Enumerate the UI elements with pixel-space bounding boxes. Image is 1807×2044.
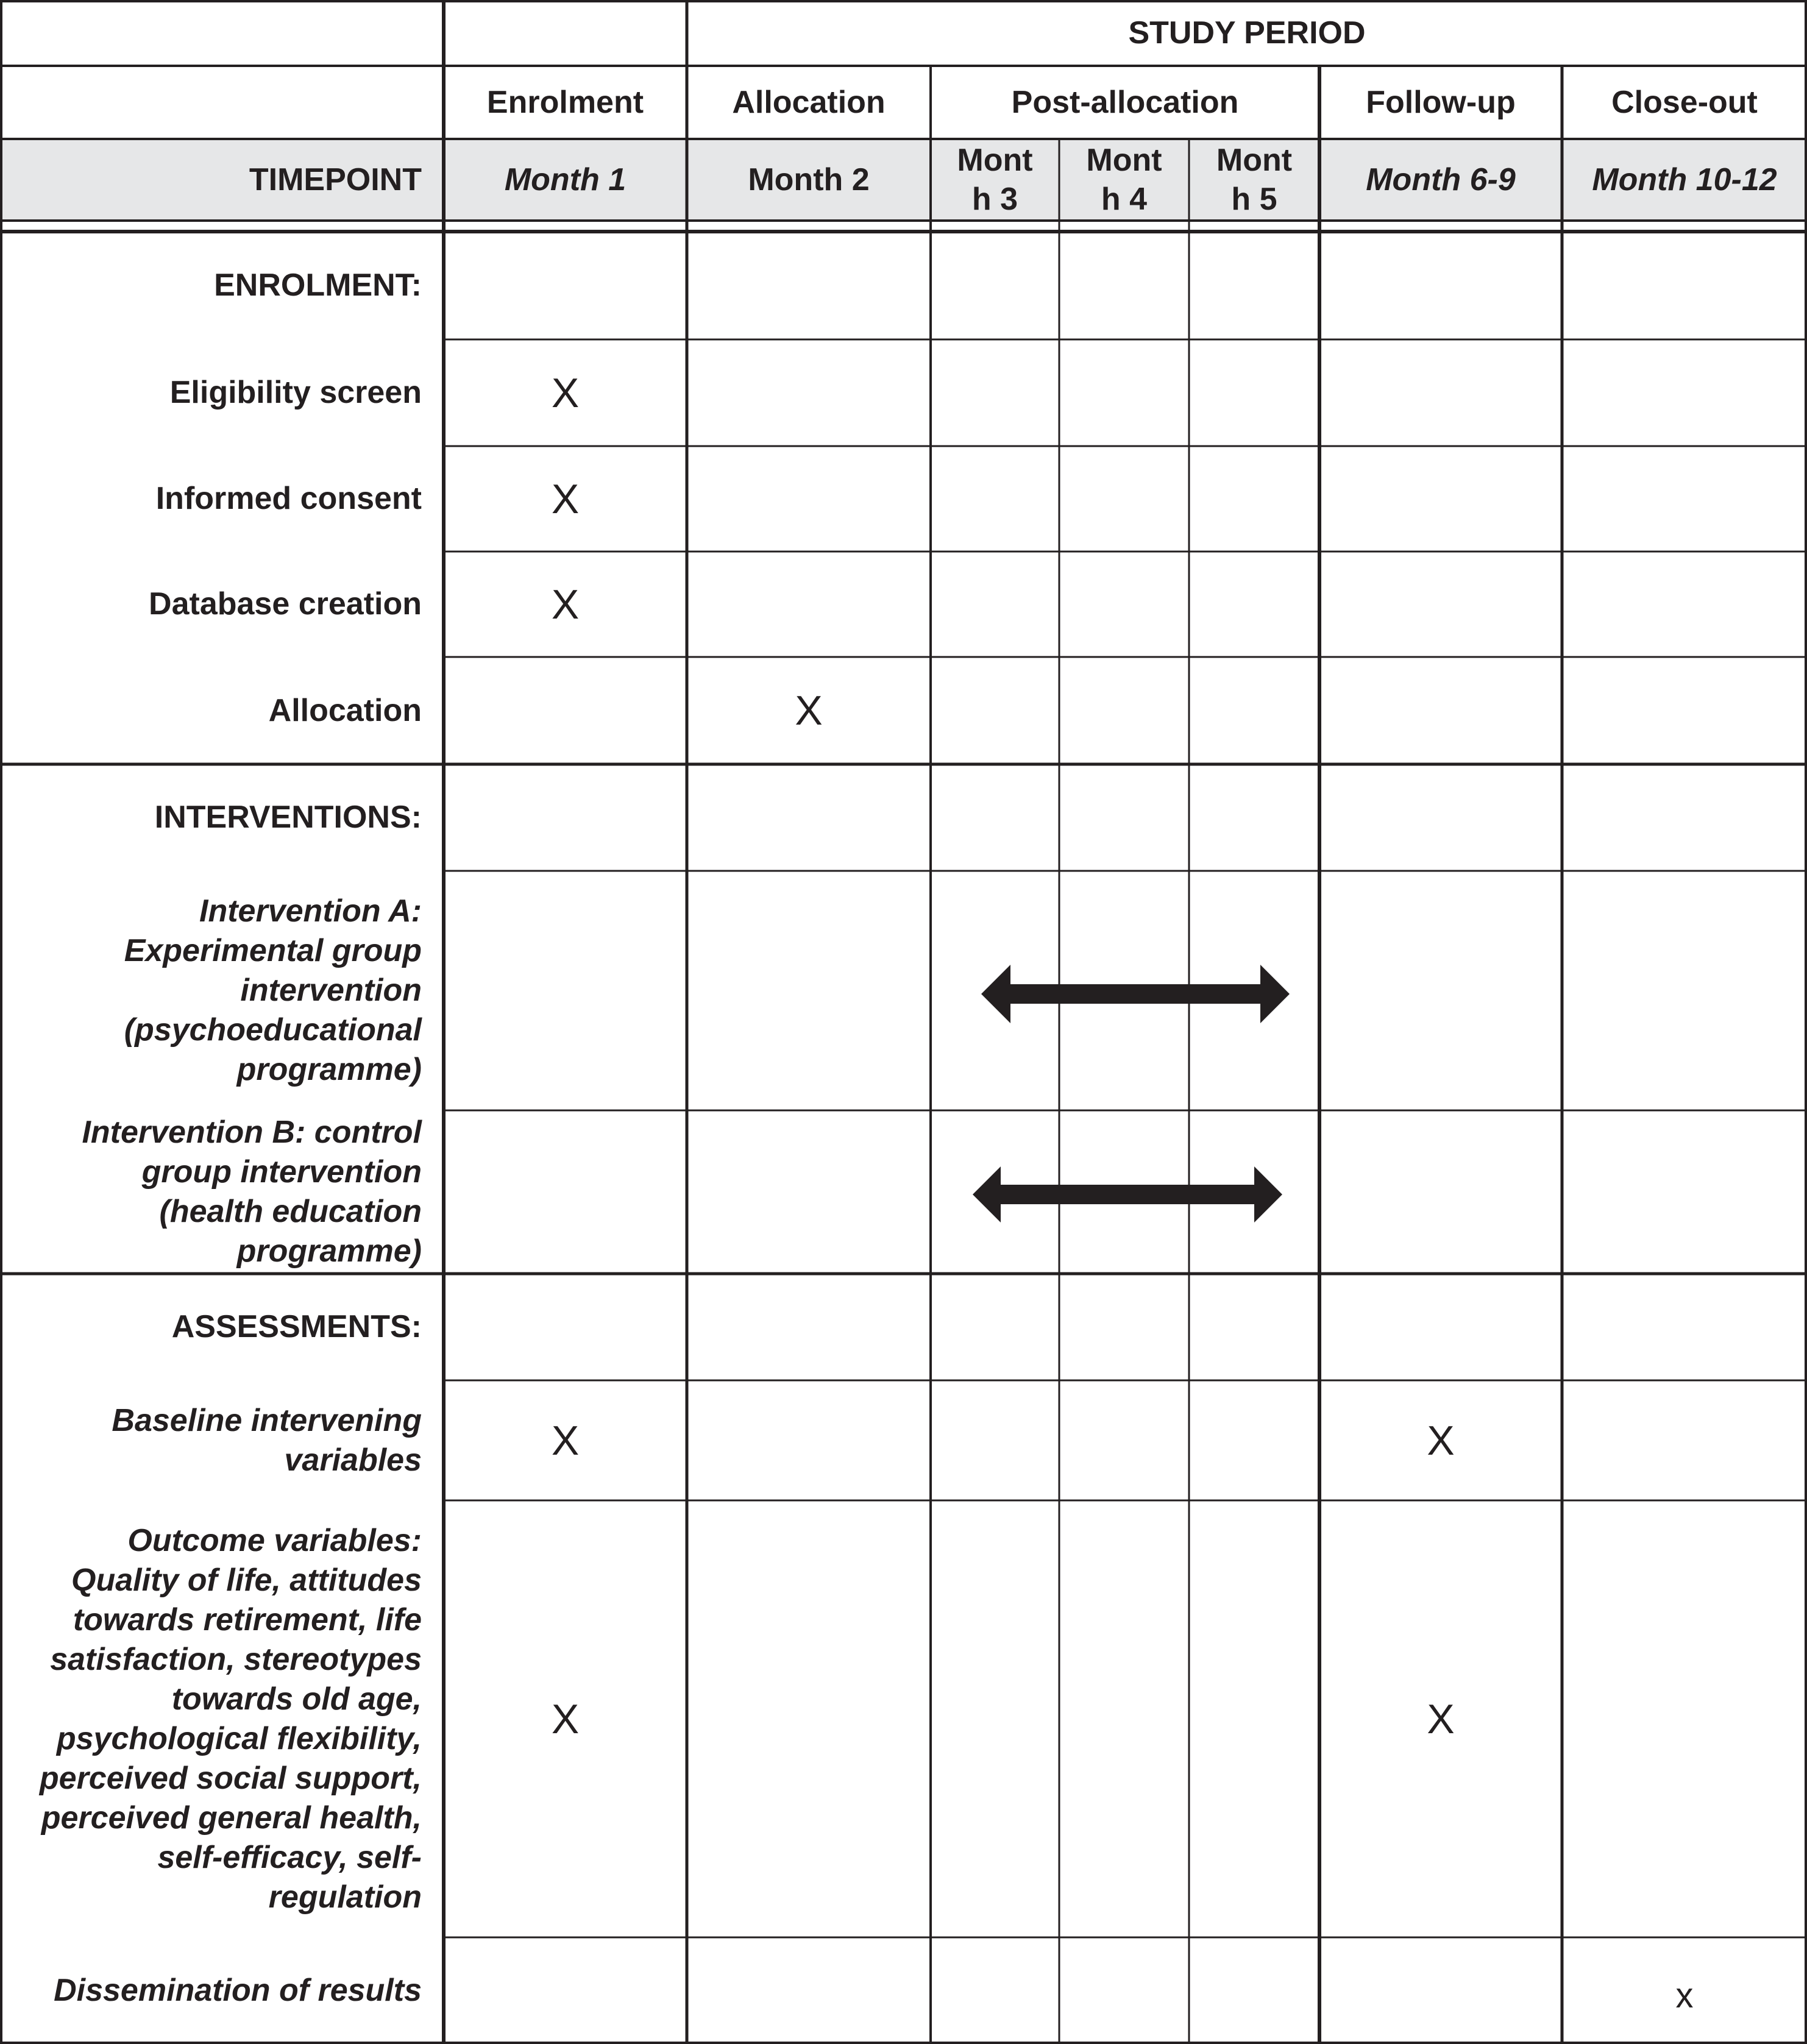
row-label-database-creation: Database creation: [149, 586, 422, 622]
row-label-informed-consent: Informed consent: [155, 481, 422, 516]
row-label-outcome-variables: Outcome variables: Quality of life, attitudes towards retirement, life satisfaction, stereotypes towards old age, psychological flexibility, perceived social support, perceived general health, self-efficacy, self-regulation: [39, 1522, 422, 1915]
mark-database-month-1: X: [551, 581, 580, 628]
timepoint-month-3: Mont h 3: [957, 143, 1033, 217]
mark-outcome-follow-up: X: [1427, 1695, 1455, 1742]
timepoint-month-5: Mont h 5: [1216, 143, 1293, 217]
mark-allocation-month-2: X: [795, 687, 823, 734]
row-label-intervention-b: Intervention B: control group intervention (health education programme): [82, 1115, 422, 1269]
mark-baseline-follow-up: X: [1427, 1417, 1455, 1464]
mark-outcome-month-1: X: [551, 1695, 580, 1742]
timepoint-month-1: Month 1: [504, 162, 627, 197]
mark-consent-month-1: X: [551, 475, 580, 522]
section-heading-assessments: ASSESSMENTS:: [171, 1309, 422, 1344]
row-label-allocation: Allocation: [268, 692, 422, 728]
row-label-baseline-variables: Baseline intervening variables: [112, 1402, 422, 1478]
timepoint-month-6-9: Month 6-9: [1366, 162, 1516, 197]
section-heading-enrolment: ENROLMENT:: [214, 268, 422, 303]
timepoint-month-4: Mont h 4: [1086, 143, 1162, 217]
double-arrow-intervention-a: [981, 965, 1290, 1023]
timepoint-label: TIMEPOINT: [249, 161, 422, 197]
row-label-eligibility-screen: Eligibility screen: [169, 375, 422, 410]
section-heading-interventions: INTERVENTIONS:: [154, 800, 422, 835]
row-label-dissemination: Dissemination of results: [54, 1973, 422, 2008]
timepoint-month-2: Month 2: [748, 162, 870, 197]
mark-eligibility-month-1: X: [551, 369, 580, 416]
phase-enrolment: Enrolment: [486, 85, 644, 120]
row-label-intervention-a: Intervention A: Experimental group intervention (psychoeducational programme): [124, 893, 422, 1087]
phase-close-out: Close-out: [1611, 85, 1758, 120]
mark-dissemination-close-out: x: [1675, 1976, 1694, 2015]
study-period-heading: STUDY PERIOD: [1128, 15, 1366, 51]
phase-post-allocation: Post-allocation: [1011, 85, 1239, 120]
timepoint-month-10-12: Month 10-12: [1592, 162, 1777, 197]
phase-follow-up: Follow-up: [1366, 85, 1516, 120]
phase-allocation: Allocation: [732, 85, 886, 120]
mark-baseline-month-1: X: [551, 1417, 580, 1464]
double-arrow-intervention-b: [973, 1166, 1282, 1222]
